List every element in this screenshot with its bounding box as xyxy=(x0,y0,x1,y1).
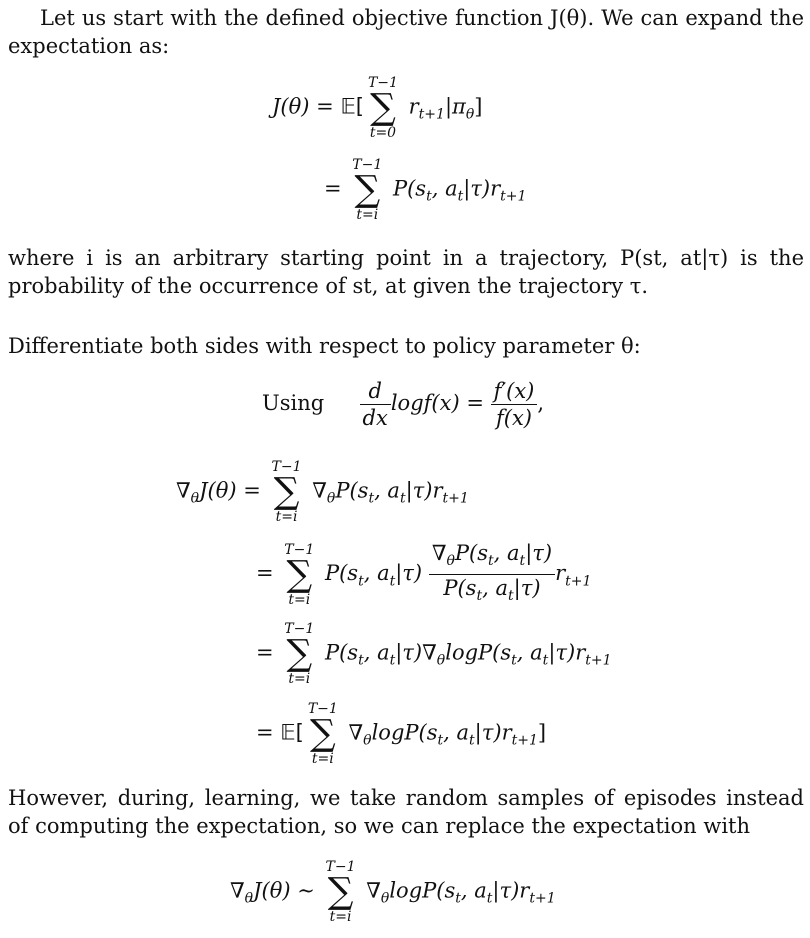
fraction-grad-over-p: $\frac{\nabla_\theta P(s_t, a_t|\tau)}{P(s_t, a_t|\tau)}$ xyxy=(429,540,555,609)
summation-ti: T−1 ∑ t=i xyxy=(284,541,315,608)
where-paragraph: where i is an arbitrary starting point in a trajectory, P(st, at|τ) is the probability of the occurrence of st, at given the trajectory τ. xyxy=(8,246,804,298)
equation-gradient-line-3: = T−1 ∑ t=i $P(s_t$, $a_t|\tau)\nabla_\theta\log P(s_t$, $a_t|\tau)r_{t+1}$ xyxy=(256,621,612,687)
approx-sign: ∼ xyxy=(297,878,315,903)
summation-ti: T−1 ∑ t=i xyxy=(352,157,383,223)
equals-sign: = xyxy=(324,176,342,201)
equation-objective-sum: = T−1 ∑ t=i $P(s_t$, $a_t|\tau)r_{t+1}$ xyxy=(324,157,527,223)
equation-gradient-line-2: = T−1 ∑ t=i $P(s_t$, $a_t|\tau$) $\frac{\nabla_\theta P(s_t, a_t|\tau)}{P(s_t, a_t|\tau)}$ $r_{t+1}$ xyxy=(256,541,592,608)
fraction-fprime-f: $\frac{f'(x)}{f(x)}$ xyxy=(491,378,538,431)
equation-log-derivative: Using $\frac{d}{dx}$ logf(x) = $\frac{f'(x)}{f(x)}$ , xyxy=(262,379,545,430)
j-theta: J(θ) xyxy=(272,94,310,119)
expectation-operator: 𝔼[ xyxy=(340,94,364,119)
equation-gradient-line-4: = 𝔼[ T−1 ∑ t=i $\nabla_\theta\log P(s_t$, $a_t|\tau)r_{t+1}$] xyxy=(256,701,547,767)
summation-ti: T−1 ∑ t=i xyxy=(271,459,302,525)
intro-paragraph: Let us start with the defined objective function J(θ). We can expand the expectation as: xyxy=(8,6,804,58)
reward-symbol: r xyxy=(408,94,419,119)
summation-ti: T−1 ∑ t=i xyxy=(325,859,356,925)
equation-gradient-line-1: $\nabla_\theta J(\theta)$ = T−1 ∑ t=i $\nabla_\theta P(s_t$, $a_t|\tau)r_{t+1}$ xyxy=(176,459,469,525)
equation-sample-approximation: $\nabla_\theta J(\theta)$ ∼ T−1 ∑ t=i $\nabla_\theta\log P(s_t$, $a_t|\tau)r_{t+1}$ xyxy=(230,859,556,925)
using-label: Using xyxy=(262,391,325,415)
equals-sign: = xyxy=(316,94,334,119)
summation-t0: T−1 ∑ t=0 xyxy=(367,75,398,141)
fraction-d-dx: $\frac{d}{dx}$ xyxy=(360,378,391,431)
equation-objective-expectation: J(θ) = 𝔼[ T−1 ∑ t=0 $r_{t+1}|\pi_\theta$] xyxy=(272,75,483,141)
summation-ti: T−1 ∑ t=i xyxy=(307,701,338,767)
however-paragraph: However, during, learning, we take random samples of episodes instead of computing the expectation, so we can replace the expectation with xyxy=(8,786,804,838)
differentiate-paragraph: Differentiate both sides with respect to policy parameter θ: xyxy=(8,334,641,358)
summation-ti: T−1 ∑ t=i xyxy=(284,621,315,687)
